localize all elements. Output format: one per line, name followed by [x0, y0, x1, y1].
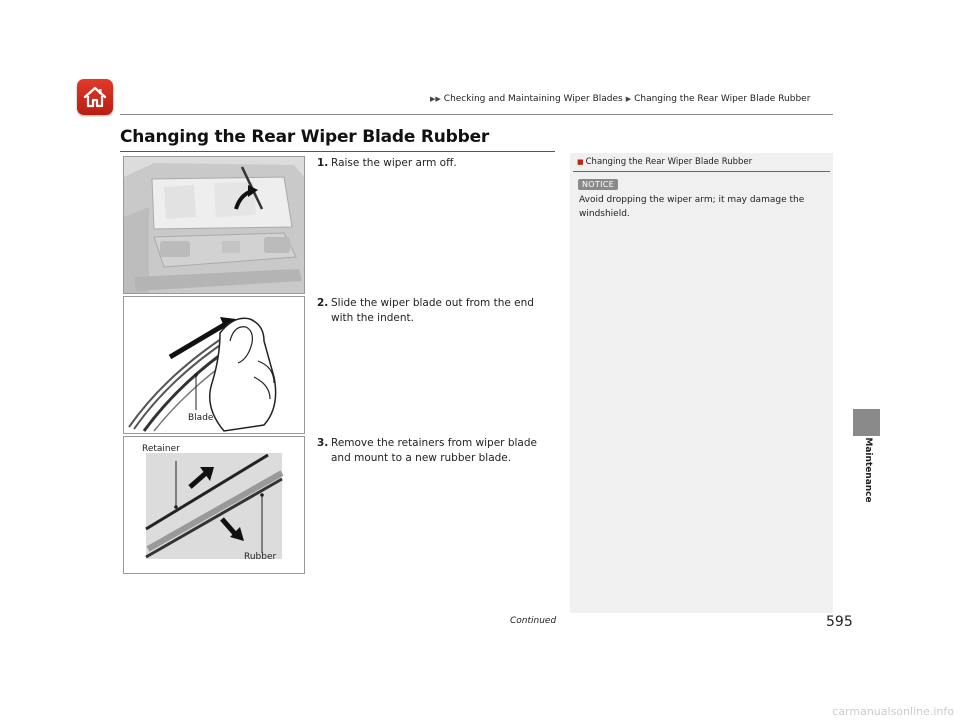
breadcrumb-current: Changing the Rear Wiper Blade Rubber [634, 94, 811, 104]
label-rubber: Rubber [244, 552, 277, 562]
step-number: 2. [317, 297, 329, 309]
header-divider [120, 114, 833, 115]
notice-badge: NOTICE [578, 179, 618, 190]
label-blade: Blade [188, 413, 214, 423]
page-number: 595 [826, 614, 853, 630]
step-number: 1. [317, 157, 329, 169]
note-marker-icon: ■ [577, 158, 584, 166]
breadcrumb-link-parent[interactable]: Checking and Maintaining Wiper Blades [443, 94, 623, 104]
breadcrumb-arrow-icon: ▶▶ [430, 95, 441, 103]
figure-remove-retainers [123, 436, 305, 574]
retainer-rubber-illustration [124, 437, 304, 573]
step-text: Raise the wiper arm off. [331, 157, 457, 169]
side-note-heading[interactable] [577, 157, 752, 167]
page-title: Changing the Rear Wiper Blade Rubber [120, 127, 490, 147]
step-text: Remove the retainers from wiper blade and mount to a new rubber blade. [331, 437, 537, 464]
breadcrumb [430, 94, 810, 104]
side-note-box [570, 153, 833, 613]
section-tab-marker[interactable] [853, 409, 880, 436]
figure-slide-blade-out [123, 296, 305, 434]
side-note-divider [573, 171, 830, 172]
home-icon [82, 84, 108, 110]
section-tab-label[interactable]: Maintenance [863, 437, 873, 503]
step-number: 3. [317, 437, 329, 449]
wiper-blade-hand-illustration [124, 297, 304, 433]
step-text: Slide the wiper blade out from the end with the indent. [331, 297, 534, 324]
label-retainer: Retainer [142, 444, 180, 454]
home-button[interactable] [77, 79, 113, 115]
figure-raise-wiper-arm [123, 156, 305, 294]
step-2 [317, 296, 557, 326]
side-note-heading-text: Changing the Rear Wiper Blade Rubber [585, 157, 753, 167]
title-divider [120, 151, 555, 152]
watermark: carmanualsonline.info [832, 705, 954, 718]
step-1 [317, 156, 557, 171]
continued-label: Continued [510, 616, 557, 626]
step-3 [317, 436, 557, 466]
breadcrumb-arrow-icon: ▶ [625, 95, 632, 103]
notice-text: Avoid dropping the wiper arm; it may damage the windshield. [579, 195, 805, 219]
car-rear-illustration [124, 157, 304, 293]
